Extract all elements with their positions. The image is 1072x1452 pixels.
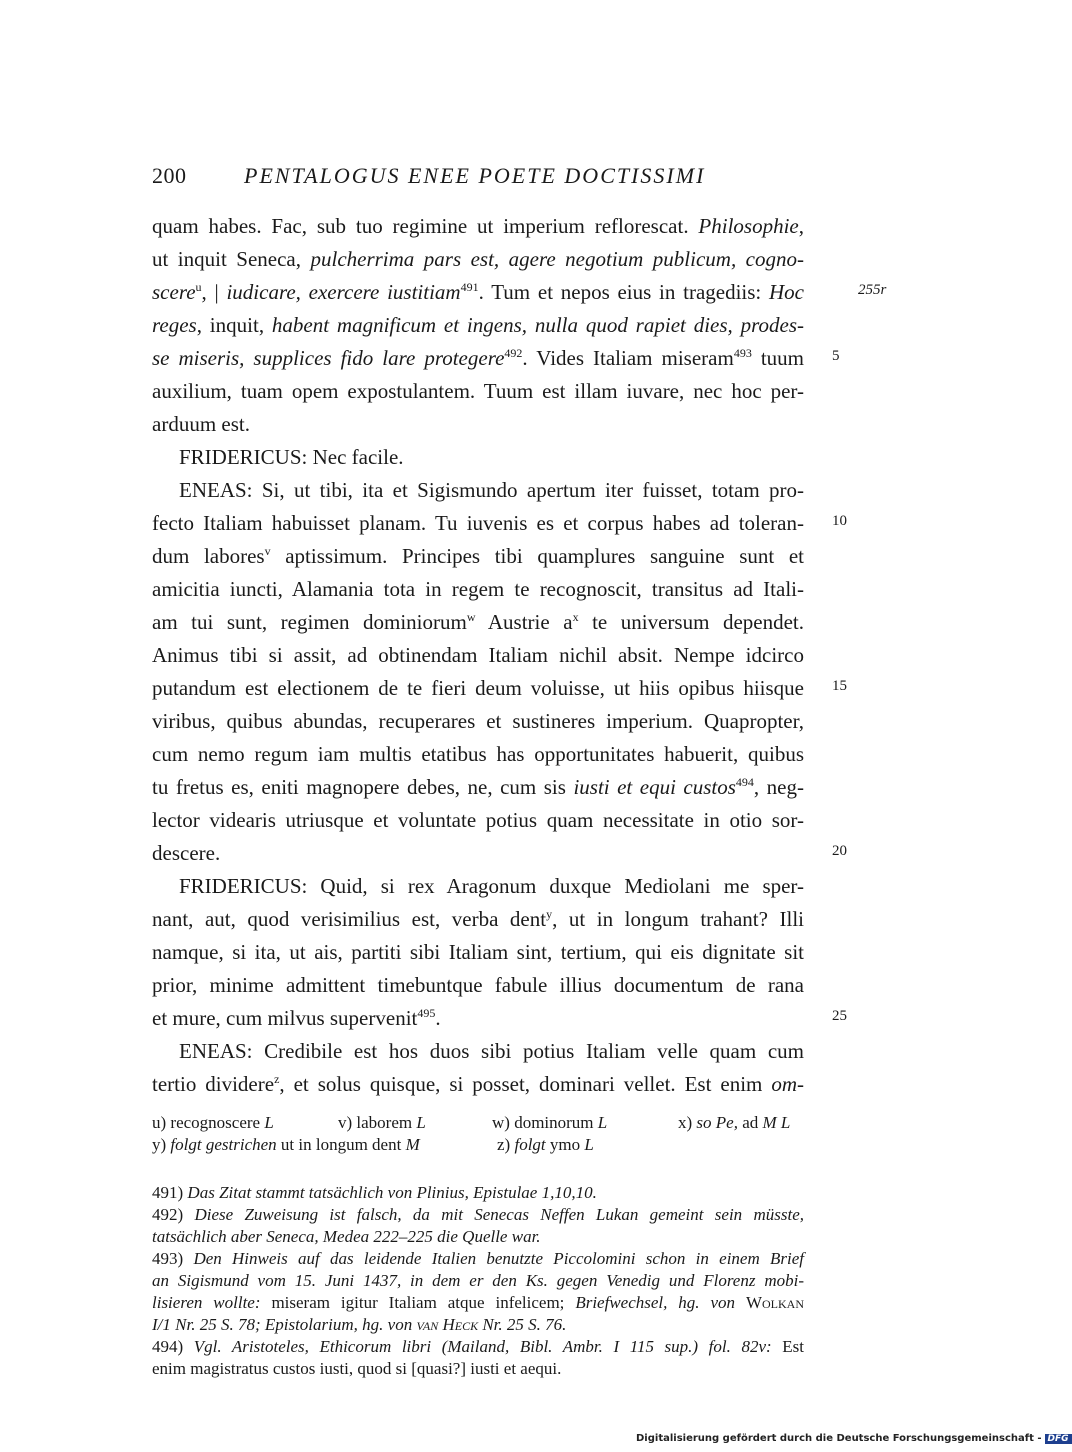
variant-marker: x bbox=[572, 610, 579, 624]
text-line: am tui sunt, regimen dominiorum$^w$ Austrie $a^x$ te universum dependet. bbox=[152, 610, 805, 634]
variant-note: x) so Pe, ad M L bbox=[678, 1113, 791, 1132]
line-number: 20 bbox=[832, 843, 847, 859]
credit-text: Digitalisierung gefördert durch die Deutsche Forschungsgemeinschaft - bbox=[636, 1433, 1042, 1444]
text-line: tertio dividere$^z$, et solus quisque, si posset, dominari vellet. Est enim om- bbox=[152, 1072, 804, 1096]
text-line: quam habes. Fac, sub tuo regimine ut imperium reflorescat. Philosophie, bbox=[152, 214, 804, 238]
footnote-493-cont: lisieren wollte: miseram igitur Italiam atque infelicem; Briefwechsel, hg. von Wolkan bbox=[152, 1293, 805, 1312]
text-line: ut inquit Seneca, pulcherrima pars est, agere negotium publicum, cogno- bbox=[152, 247, 804, 271]
footnote-marker: 493 bbox=[733, 346, 752, 360]
footnote-marker: 495 bbox=[417, 1006, 436, 1020]
footnote-493-cont: I/1 Nr. 25 S. 78; Epistolarium, hg. von van Heck Nr. 25 S. 76. bbox=[152, 1315, 567, 1334]
footnote-marker: 494 bbox=[735, 775, 754, 789]
dfg-logo: DFG bbox=[1045, 1434, 1072, 1444]
text-line: lector videaris utriusque et voluntate potius quam necessitate in otio sor- bbox=[152, 808, 804, 832]
text-line: scere$^u$, | iudicare, exercere iustitiam$^{491}$. Tum et nepos eius in tragediis: Hoc bbox=[152, 280, 804, 304]
text-line: auxilium, tuam opem expostulantem. Tuum est illam iuvare, nec hoc per- bbox=[152, 379, 804, 403]
digitization-credit bbox=[636, 1433, 1072, 1444]
variant-note: w) dominorum L bbox=[492, 1113, 608, 1132]
line-number: 25 bbox=[832, 1008, 847, 1024]
variant-note: z) folgt ymo L bbox=[497, 1135, 594, 1154]
text-line: dum labores$^v$ aptissimum. Principes tibi quamplures sanguine sunt et bbox=[152, 544, 804, 568]
text-line: putandum est electionem de te fieri deum voluisse, ut hiis opibus hiisque bbox=[152, 676, 804, 700]
line-number: 5 bbox=[832, 348, 840, 364]
footnote-493-cont: an Sigismund vom 15. Juni 1437, in dem er den Ks. gegen Venedig und Florenz mobi- bbox=[152, 1271, 804, 1290]
variant-note: y) folgt gestrichen ut in longum dent M bbox=[152, 1135, 420, 1154]
line-number: 15 bbox=[832, 678, 847, 694]
text-line: tu fretus es, eniti magnopere debes, ne, cum sis iusti et equi custos$^{494}$, neg- bbox=[152, 775, 804, 799]
variant-note: v) laborem L bbox=[338, 1113, 426, 1132]
page-number: 200 bbox=[152, 163, 187, 188]
text-line: descere. bbox=[152, 841, 221, 865]
running-header bbox=[152, 163, 852, 189]
text-line: fecto Italiam habuisset planam. Tu iuvenis es et corpus habes ad toleran- bbox=[152, 511, 804, 535]
footnote-marker: 492 bbox=[504, 346, 523, 360]
variant-note: u) recognoscere L bbox=[152, 1113, 274, 1132]
footnote-494-cont: enim magistratus custos iusti, quod si [quasi?] iusti et aequi. bbox=[152, 1359, 562, 1378]
footnote-494: 494) Vgl. Aristoteles, Ethicorum libri (Mailand, Bibl. Ambr. I 115 sup.) fol. 82v: Est bbox=[152, 1337, 804, 1356]
text-line: reges, inquit, habent magnificum et ingens, nulla quod rapiet dies, prodes- bbox=[152, 313, 804, 337]
text-line: se miseris, supplices fido lare protegere$^{492}$. Vides Italiam miseram$^{493}$ tuum bbox=[152, 346, 805, 370]
text-line: Animus tibi si assit, ad obtinendam Italiam nichil absit. Nempe idcirco bbox=[152, 643, 804, 667]
footnote-491: 491) Das Zitat stammt tatsächlich von Plinius, Epistulae 1,10,10. bbox=[152, 1183, 597, 1202]
variant-marker: v bbox=[264, 544, 271, 558]
text-line: viribus, quibus abundas, recuperares et sustineres imperium. Quapropter, bbox=[152, 709, 804, 733]
text-line: nant, aut, quod verisimilius est, verba dent$^y$, ut in longum trahant? Illi bbox=[152, 907, 805, 931]
folio-reference: 255r bbox=[858, 282, 887, 298]
variant-marker: z bbox=[274, 1072, 280, 1086]
line-number: 10 bbox=[832, 513, 847, 529]
text-line: prior, minime admittent timebuntque fabule illius documentum de rana bbox=[152, 973, 804, 997]
text-line: ENEAS: Credibile est hos duos sibi potius Italiam velle quam cum bbox=[179, 1039, 804, 1063]
running-title: PENTALOGUS ENEE POETE DOCTISSIMI bbox=[244, 163, 706, 188]
variant-marker: y bbox=[546, 907, 553, 921]
footnote-492: 492) Diese Zuweisung ist falsch, da mit Senecas Neffen Lukan gemeint sein müsste, bbox=[152, 1205, 804, 1224]
footnote-marker: 491 bbox=[460, 280, 479, 294]
variant-marker: u bbox=[195, 280, 202, 294]
variant-marker: w bbox=[466, 610, 476, 624]
text-line: ENEAS: Si, ut tibi, ita et Sigismundo apertum iter fuisset, totam pro- bbox=[179, 478, 804, 502]
text-line: namque, si ita, ut ais, partiti sibi Italiam sint, tertium, qui eis dignitate sit bbox=[152, 940, 804, 964]
text-line: et mure, cum milvus supervenit$^{495}$. bbox=[152, 1006, 441, 1030]
text-line: FRIDERICUS: Quid, si rex Aragonum duxque Mediolani me sper- bbox=[179, 874, 804, 898]
footnote-493: 493) Den Hinweis auf das leidende Italien benutzte Piccolomini schon in einem Brief bbox=[152, 1249, 804, 1268]
text-line: amicitia iuncti, Alamania tota in regem te recognoscit, transitus ad Itali- bbox=[152, 577, 804, 601]
footnote-492-cont: tatsächlich aber Seneca, Medea 222–225 die Quelle war. bbox=[152, 1227, 541, 1246]
text-line: arduum est. bbox=[152, 412, 250, 436]
text-line: FRIDERICUS: Nec facile. bbox=[179, 445, 404, 469]
text-line: cum nemo regum iam multis etatibus has opportunitates habuerit, quibus bbox=[152, 742, 804, 766]
